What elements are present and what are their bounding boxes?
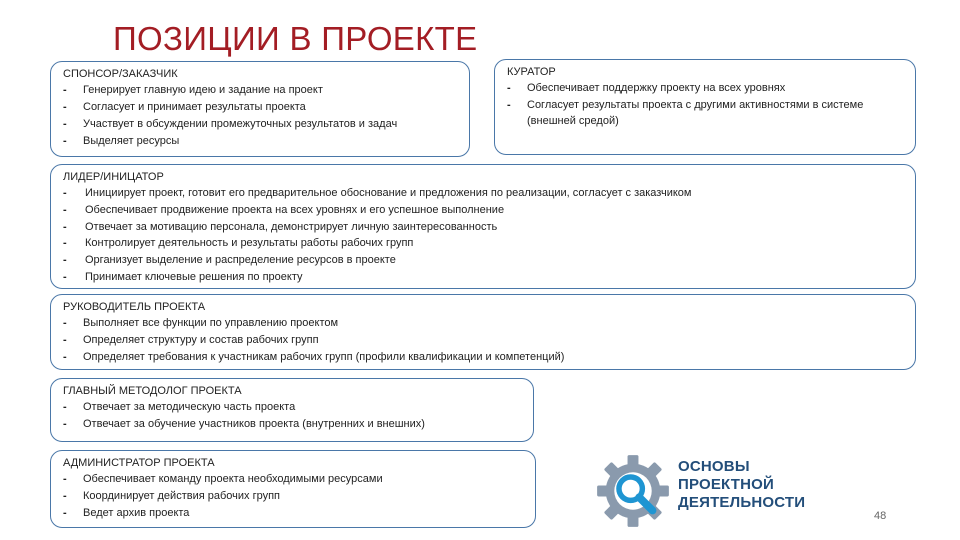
- card-title: РУКОВОДИТЕЛЬ ПРОЕКТА: [63, 301, 206, 313]
- logo-line: ДЕЯТЕЛЬНОСТИ: [678, 494, 806, 511]
- page-title: ПОЗИЦИИ В ПРОЕКТЕ: [113, 20, 478, 57]
- card-list: [63, 399, 525, 433]
- list-item: - Определяет требования к участникам рабочих групп (профили квалификации и компетенций): [63, 349, 907, 366]
- list-item: - Выделяет ресурсы: [63, 133, 461, 150]
- card-list: [507, 80, 907, 130]
- gear-magnifier-icon: [594, 452, 672, 530]
- page-number: 48: [874, 510, 887, 522]
- list-item: - Инициирует проект, готовит его предварительное обоснование и предложения по реализации, согласует с заказчиком: [63, 185, 907, 202]
- card-title: КУРАТОР: [507, 66, 556, 78]
- card-project-administrator: [50, 450, 536, 528]
- list-item: - Обеспечивает поддержку проекту на всех уровнях: [507, 80, 907, 97]
- card-chief-methodologist: [50, 378, 534, 442]
- card-title: СПОНСОР/ЗАКАЗЧИК: [63, 68, 178, 80]
- list-item: - Отвечает за методическую часть проекта: [63, 399, 525, 416]
- card-list: [63, 471, 527, 522]
- list-item: - Контролирует деятельность и результаты работы рабочих групп: [63, 235, 907, 252]
- card-title: АДМИНИСТРАТОР ПРОЕКТА: [63, 457, 215, 469]
- logo-line: ОСНОВЫ: [678, 458, 750, 475]
- list-item: - Определяет структуру и состав рабочих групп: [63, 332, 907, 349]
- logo-text: [678, 458, 805, 512]
- card-list: [63, 82, 461, 150]
- card-curator: [494, 59, 916, 155]
- list-item: - Генерирует главную идею и задание на проект: [63, 82, 461, 99]
- card-list: [63, 315, 907, 366]
- card-sponsor: [50, 61, 470, 157]
- list-item: - Обеспечивает команду проекта необходимыми ресурсами: [63, 471, 527, 488]
- card-leader: [50, 164, 916, 289]
- list-item: - Координирует действия рабочих групп: [63, 488, 527, 505]
- logo-line: ПРОЕКТНОЙ: [678, 476, 775, 493]
- list-item: - Отвечает за обучение участников проекта (внутренних и внешних): [63, 416, 525, 433]
- list-item: - Ведет архив проекта: [63, 505, 527, 522]
- list-item: - Согласует и принимает результаты проекта: [63, 99, 461, 116]
- card-project-manager: [50, 294, 916, 370]
- list-item: - Принимает ключевые решения по проекту: [63, 269, 907, 286]
- card-title: ГЛАВНЫЙ МЕТОДОЛОГ ПРОЕКТА: [63, 385, 242, 397]
- list-item: - Организует выделение и распределение ресурсов в проекте: [63, 252, 907, 269]
- list-item: - Участвует в обсуждении промежуточных результатов и задач: [63, 116, 461, 133]
- list-item: - Отвечает за мотивацию персонала, демонстрирует личную заинтересованность: [63, 219, 907, 236]
- list-item: - Выполняет все функции по управлению проектом: [63, 315, 907, 332]
- list-item: - Согласует результаты проекта с другими активностями в системе (внешней средой): [507, 97, 907, 130]
- card-list: [63, 185, 907, 286]
- card-title: ЛИДЕР/ИНИЦАТОР: [63, 171, 164, 183]
- list-item: - Обеспечивает продвижение проекта на всех уровнях и его успешное выполнение: [63, 202, 907, 219]
